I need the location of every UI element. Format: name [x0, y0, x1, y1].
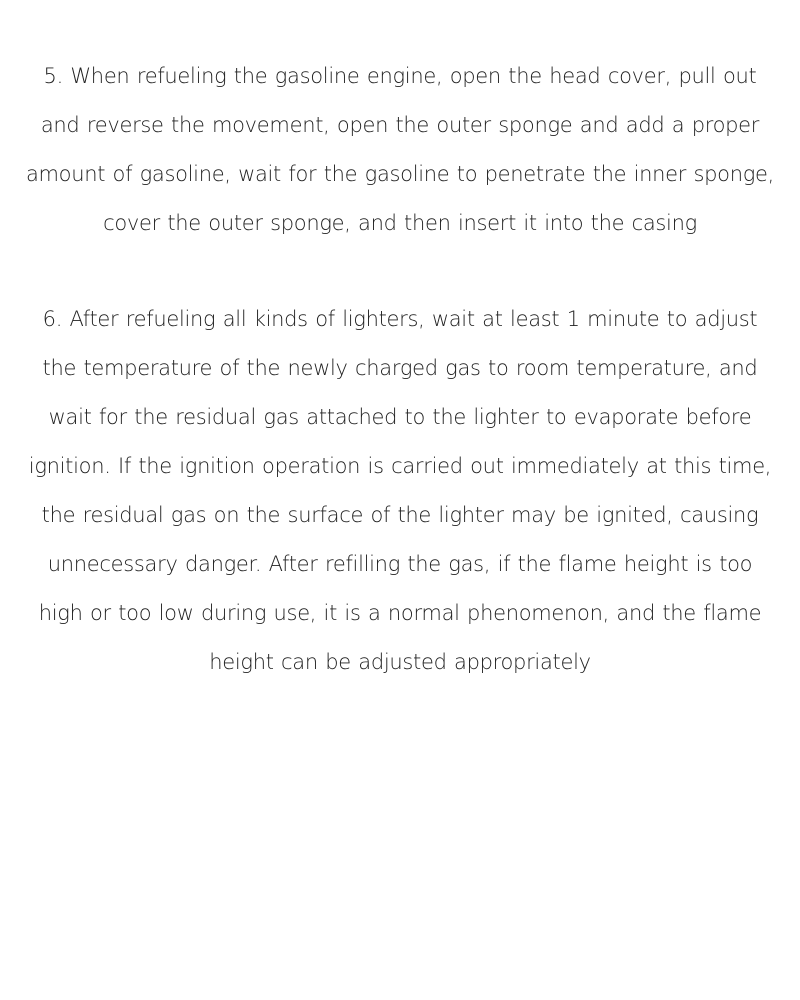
instruction-step-6: 6. After refueling all kinds of lighters, wait at least 1 minute to adjust the temperature of the newly charged gas to room temperature, and wait for the residual gas attached to the lighter to evaporate before ignition. If the ignition operation is carried out immediately at this time, the residual gas on the surface of the lighter may be ignited, causing unnecessary danger. After refilling the gas, if the flame height is too high or too low during use, it is a normal phenomenon, and the flame height can be adjusted appropriately — [28, 307, 772, 674]
instruction-step-5: 5. When refueling the gasoline engine, open the head cover, pull out and reverse the movement, open the outer sponge and add a proper amount of gasoline, wait for the gasoline to penetrate the inner sponge, cover the outer sponge, and then insert it into the casing — [25, 64, 775, 235]
